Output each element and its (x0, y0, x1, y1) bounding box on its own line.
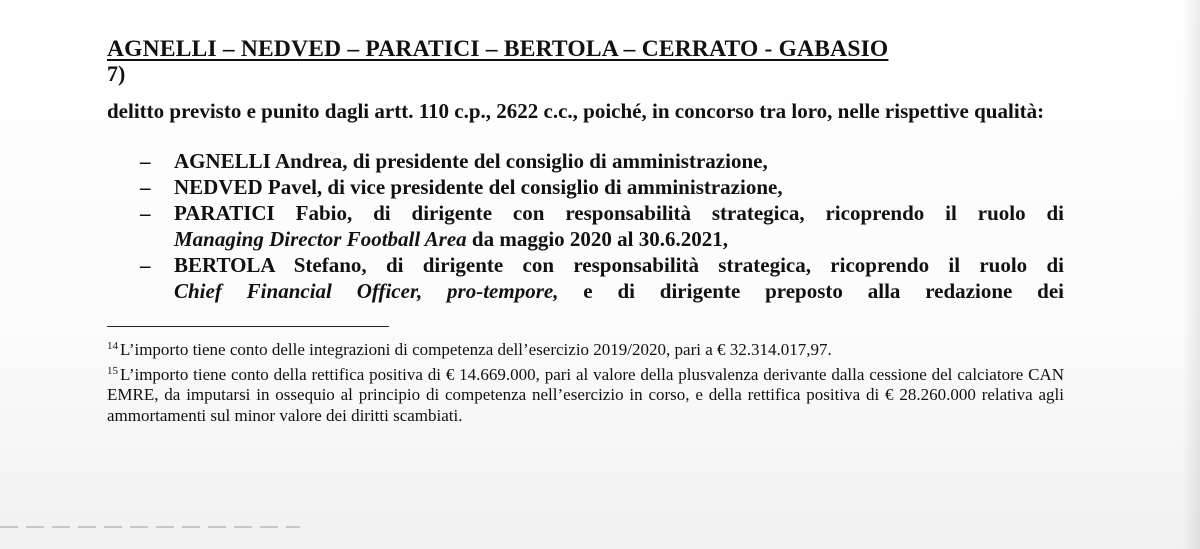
list-item-text-tail: e di dirigente preposto alla redazione dei (558, 279, 1064, 303)
dash-bullet: – (140, 175, 151, 199)
scan-edge-marks (0, 526, 300, 528)
dash-bullet: – (140, 149, 151, 173)
footnote-text: L’importo tiene conto della rettifica positiva di € 14.669.000, pari al valore della plusvalenza derivante dalla cessione del calciatore CAN EMRE, da imputarsi in ossequio al principio di competenza nell’esercizio in corso, e della rettifica positiva di € 28.260.000 relativa agli ammortamenti sul minor valore dei diritti scambiati. (107, 364, 1064, 425)
list-item (140, 200, 1064, 252)
footnote-number: 15 (107, 364, 118, 377)
footnote-number: 14 (107, 340, 118, 352)
footnote (107, 336, 1064, 361)
list-item-text-line2 (174, 226, 1064, 252)
roles-list (140, 148, 1064, 304)
list-item-text-line2 (174, 278, 1064, 304)
footnote-text: L’importo tiene conto delle integrazioni di competenza dell’esercizio 2019/2020, pari a € 32.314.017,97. (120, 340, 832, 359)
footnotes-block (107, 336, 1064, 426)
list-item-text: NEDVED Pavel, di vice presidente del consiglio di amministrazione, (174, 175, 783, 199)
footnote-separator (107, 326, 389, 327)
defendants-header: AGNELLI – NEDVED – PARATICI – BERTOLA – CERRATO - GABASIO (107, 36, 889, 62)
footnote (107, 361, 1064, 427)
role-title-italic: Managing Director Football Area (174, 227, 467, 251)
list-item (140, 174, 1064, 200)
list-item (140, 148, 1064, 174)
list-item-text: AGNELLI Andrea, di presidente del consiglio di amministrazione, (174, 149, 768, 173)
list-item-text-line1: PARATICI Fabio, di dirigente con responsabilità strategica, ricoprendo il ruolo di (174, 201, 1064, 225)
role-title-italic: Chief Financial Officer, pro-tempore, (174, 279, 559, 303)
dash-bullet: – (140, 201, 151, 225)
charge-intro-paragraph: delitto previsto e punito dagli artt. 110 c.p., 2622 c.c., poiché, in concorso tra loro, nelle rispettive qualità: (107, 99, 1045, 123)
list-item-text-line1: BERTOLA Stefano, di dirigente con responsabilità strategica, ricoprendo il ruolo di (174, 253, 1064, 277)
section-number: 7) (107, 61, 126, 86)
list-item-text-tail: da maggio 2020 al 30.6.2021, (466, 227, 729, 251)
list-item (140, 252, 1064, 304)
page-edge-shadow (1182, 0, 1200, 549)
dash-bullet: – (140, 253, 151, 277)
